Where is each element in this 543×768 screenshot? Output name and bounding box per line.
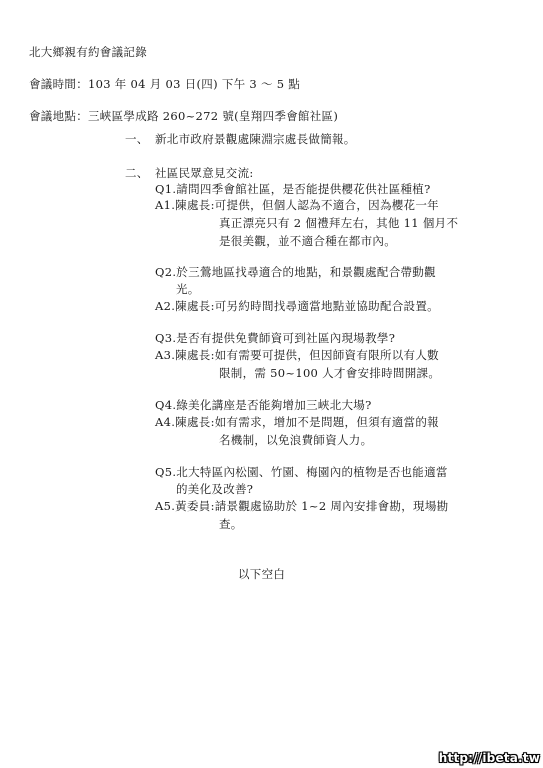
question-4: Q4.綠美化講座是否能夠增加三峽北大場? [155, 398, 372, 412]
answer-1-line-2: 真正漂亮只有 2 個禮拜左右，其他 11 個月不 [219, 216, 459, 230]
question-1: Q1.請問四季會館社區，是否能提供櫻花供社區種植? [155, 182, 431, 196]
watermark-url: http://ibeta.tw [438, 751, 540, 765]
answer-3: A3.陳處長:如有需要可提供，但因師資有限所以有人數 [155, 348, 439, 362]
section-2-heading: 社區民眾意見交流: [155, 166, 254, 180]
question-2-line-2: 光。 [176, 282, 200, 296]
section-2-number: 二、 [125, 166, 149, 180]
document-title: 北大鄉親有約會議記錄 [29, 45, 147, 59]
question-2: Q2.於三鶯地區找尋適合的地點，和景觀處配合帶動觀 [155, 265, 436, 279]
question-5: Q5.北大特區內松園、竹園、梅園內的植物是否也能適當 [155, 465, 448, 479]
section-1-number: 一、 [125, 132, 149, 146]
answer-1-line-3: 是很美觀，並不適合種在都市內。 [219, 234, 396, 248]
answer-4-line-2: 名機制，以免浪費師資人力。 [219, 433, 373, 447]
answer-4: A4.陳處長:如有需求，增加不是問題，但須有適當的報 [155, 415, 439, 429]
question-3: Q3.是否有提供免費師資可到社區內現場教學? [155, 331, 396, 345]
answer-2: A2.陳處長:可另約時間找尋適當地點並協助配合設置。 [155, 299, 439, 313]
answer-3-line-2: 限制，需 50~100 人才會安排時間開課。 [219, 366, 441, 380]
answer-5-line-2: 查。 [219, 517, 243, 531]
meeting-time: 會議時間：103 年 04 月 03 日(四) 下午 3 ～ 5 點 [29, 77, 301, 91]
section-1-text: 新北市政府景觀處陳淵宗處長做簡報。 [155, 132, 356, 146]
meeting-place: 會議地點：三峽區學成路 260~272 號(皇翔四季會館社區) [29, 109, 339, 123]
answer-1: A1.陳處長:可提供，但個人認為不適合，因為櫻花一年 [155, 198, 439, 212]
answer-5: A5.黃委員:請景觀處協助於 1~2 周內安排會勘，現場勘 [155, 499, 449, 513]
question-5-line-2: 的美化及改善? [176, 482, 254, 496]
footer-blank-note: 以下空白 [238, 567, 286, 581]
